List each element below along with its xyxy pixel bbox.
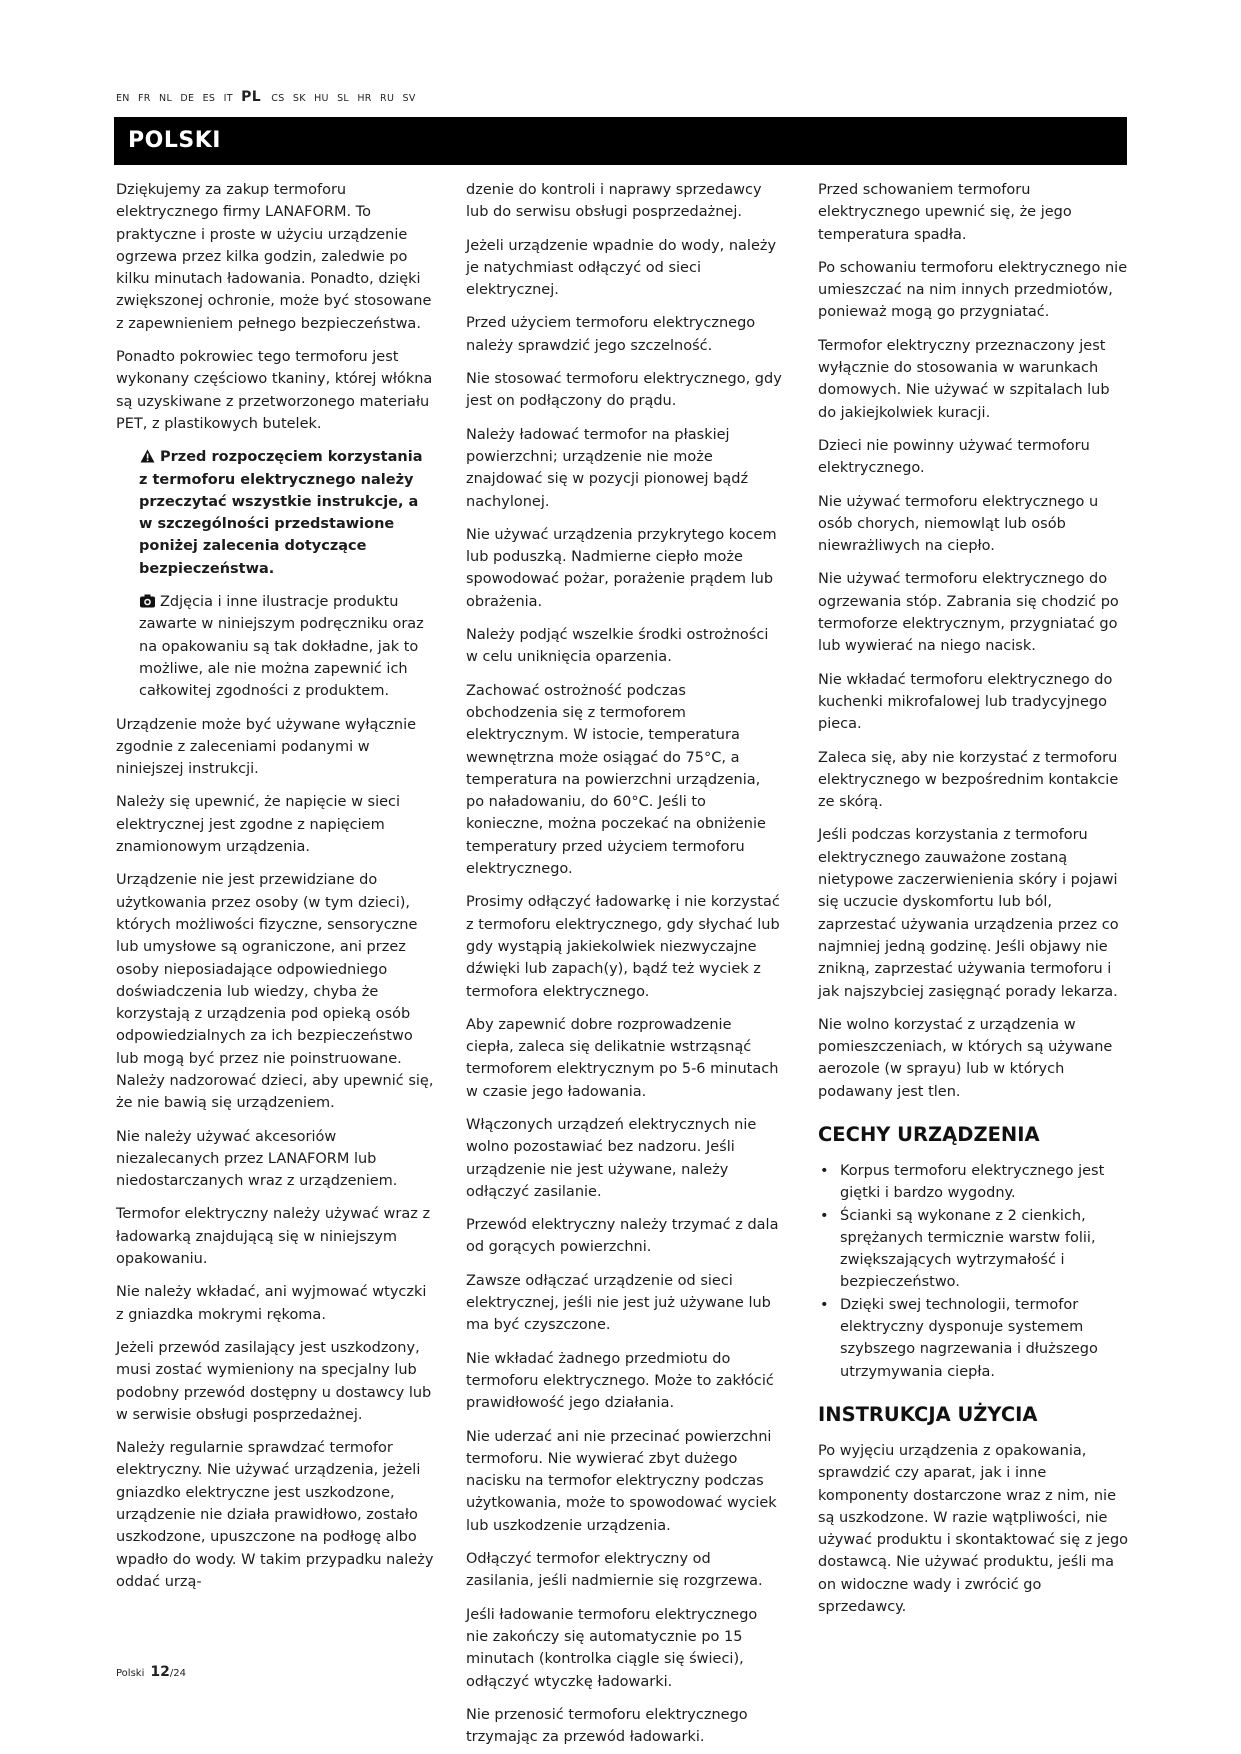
paragraph: Termofor elektryczny należy używać wraz z ładowarką znajdującą się w niniejszym opakowaniu. — [116, 1206, 431, 1268]
paragraph: Po wyjęciu urządzenia z opakowania, sprawdzić czy aparat, jak i inne komponenty dostarczone wraz z nim, nie są uszkodzone. W razie wątpliwości, nie używać produktu i skontaktować się z jego dostawcą. Nie używać produktu, jeśli ma on widoczne wady i zwrócić go sprzedawcy. — [818, 1442, 1129, 1616]
page-footer — [116, 1664, 186, 1680]
paragraph: Jeśli podczas korzystania z termoforu elektrycznego zauważone zostaną nietypowe zaczerwienienia skóry i pojawi się uczucie dyskomfortu lub ból, zaprzestać używania urządzenia przez co najmniej jedną godzinę. Jeśli objawy nie znikną, zaprzestać używania termoforu i jak najszybciej zasięgnąć porady lekarza. — [818, 827, 1119, 1000]
lang-hu[interactable]: HU — [314, 93, 329, 104]
features-heading: CECHY URZĄDZENIA — [818, 1122, 1040, 1146]
safety-warning — [139, 446, 434, 580]
paragraph: Odłączyć termofor elektryczny od zasilania, jeśli nadmiernie się rozgrzewa. — [466, 1551, 763, 1590]
paragraph: Przewód elektryczny należy trzymać z dala od gorących powierzchni. — [466, 1217, 779, 1256]
paragraph: Dziękujemy za zakup termoforu elektrycznego firmy LANAFORM. To praktyczne i proste w użyciu urządzenie ogrzewa przez kilka godzin, zaledwie po kilku minutach ładowania. Ponadto, dzięki zwiększonej ochronie, może być stosowane z zapewnieniem pełnego bezpieczeństwa. — [116, 182, 432, 332]
paragraph: Nie uderzać ani nie przecinać powierzchni termoforu. Nie wywierać zbyt dużego nacisku na termofor elektryczny podczas użytkowania, może to spowodować wyciek lub uszkodzenie urządzenia. — [466, 1428, 777, 1534]
paragraph: Nie używać termoforu elektrycznego do ogrzewania stóp. Zabrania się chodzić po termoforze elektrycznym, przygniatać go lub wywierać na niego nacisk. — [818, 571, 1119, 655]
paragraph: Przed schowaniem termoforu elektrycznego upewnić się, że jego temperatura spadła. — [818, 182, 1072, 243]
list-item: • Korpus termoforu elektrycznego jest giętki i bardzo wygodny. — [818, 1160, 1132, 1205]
lang-nl[interactable]: NL — [159, 93, 173, 104]
paragraph: Należy regularnie sprawdzać termofor elektryczny. Nie używać urządzenia, jeżeli gniazdko elektryczne jest uszkodzone, urządzenie nie działa prawidłowo, zostało uszkodzone, upuszczone na podłogę albo wpadło do wody. W takim przypadku należy oddać urzą- — [116, 1440, 434, 1590]
paragraph: Zachować ostrożność podczas obchodzenia się z termoforem elektrycznym. W istocie, temperatura wewnętrzna może osiągać do 75°C, a temperatura na powierzchni urządzenia, po naładowaniu, do 60°C. Jeśli to konieczne, można poczekać na obniżenie temperatury przed użyciem termoforu elektrycznego. — [466, 682, 766, 878]
paragraph: Nie używać termoforu elektrycznego u osób chorych, niemowląt lub osób niewrażliwych na ciepło. — [818, 493, 1099, 555]
paragraph: Po schowaniu termoforu elektrycznego nie umieszczać na nim innych przedmiotów, ponieważ mogą go przygniatać. — [818, 259, 1128, 321]
note-text: Zdjęcia i inne ilustracje produktu zawarte w niniejszym podręczniku oraz na opakowaniu są tak dokładne, jak to możliwe, ale nie można zapewnić ich całkowitej zgodności z produktem. — [139, 594, 424, 700]
paragraph: Przed użyciem termoforu elektrycznego należy sprawdzić jego szczelność. — [466, 315, 756, 354]
paragraph: Nie używać urządzenia przykrytego kocem lub poduszką. Nadmierne ciepło może spowodować pożar, porażenie prądem lub obrażenia. — [466, 526, 777, 610]
paragraph: Urządzenie nie jest przewidziane do użytkowania przez osoby (w tym dzieci), których możliwości fizyczne, sensoryczne lub umysłowe są ograniczone, ani przez osoby nieposiadające odpowiedniego doświadczenia lub wiedzy, chyba że korzystają z urządzenia pod opieką osób odpowiedzialnych za ich bezpieczeństwo lub mogą być przez nie poinstruowane. Należy nadzorować dzieci, aby upewnić się, że nie bawią się urządzeniem. — [116, 872, 434, 1112]
lang-it[interactable]: IT — [223, 93, 233, 104]
paragraph: Nie należy używać akcesoriów niezalecanych przez LANAFORM lub niedostarczanych wraz z urządzeniem. — [116, 1128, 398, 1190]
paragraph: dzenie do kontroli i naprawy sprzedawcy lub do serwisu obsługi posprzedażnej. — [466, 182, 762, 221]
list-item: • Ścianki są wykonane z 2 cienkich, sprężanych termicznie warstw folii, zwiększających wytrzymałość i bezpieczeństwo. — [818, 1205, 1132, 1294]
list-item: • Dzięki swej technologii, termofor elektryczny dysponuje systemem szybszego nagrzewania i dłuższego utrzymywania ciepła. — [818, 1294, 1132, 1383]
lang-sl[interactable]: SL — [337, 93, 350, 104]
paragraph: Nie wkładać żadnego przedmiotu do termoforu elektrycznego. Może to zakłócić prawidłowość jego działania. — [466, 1350, 774, 1412]
paragraph: Dzieci nie powinny używać termoforu elektrycznego. — [818, 437, 1090, 477]
paragraph: Urządzenie może być używane wyłącznie zgodnie z zaleceniami podanymi w niniejszej instrukcji. — [116, 716, 417, 778]
warning-text: Przed rozpoczęciem korzystania z termoforu elektrycznego należy przeczytać wszystkie instrukcje, a w szczególności przedstawione poniżej zalecenia dotyczące bezpieczeństwa. — [139, 449, 423, 577]
page-total: /24 — [169, 1668, 186, 1679]
paragraph: Włączonych urządzeń elektrycznych nie wolno pozostawiać bez nadzoru. Jeśli urządzenie nie jest używane, należy odłączyć zasilanie. — [466, 1116, 757, 1200]
paragraph: Zawsze odłączać urządzenie od sieci elektrycznej, jeśli nie jest już używane lub ma być czyszczone. — [466, 1272, 771, 1334]
paragraph: Należy się upewnić, że napięcie w sieci elektrycznej jest zgodne z napięciem znamionowym urządzenia. — [116, 794, 401, 856]
paragraph: Należy podjąć wszelkie środki ostrożności w celu uniknięcia oparzenia. — [466, 627, 769, 666]
lang-ru[interactable]: RU — [380, 93, 395, 104]
paragraph: Jeśli ładowanie termoforu elektrycznego nie zakończy się automatycznie po 15 minutach (kontrolka ciągle się świeci), odłączyć wtyczkę ładowarki. — [466, 1606, 758, 1690]
paragraph: Należy ładować termofor na płaskiej powierzchni; urządzenie nie może znajdować się w pozycji pionowej bądź nachylonej. — [466, 426, 749, 510]
paragraph: Prosimy odłączyć ładowarkę i nie korzystać z termoforu elektrycznego, gdy słychać lub gdy wystąpią jakiekolwiek niezwyczajne dźwięki lub zapach(y), bądź też wyciek z termofora elektrycznego. — [466, 894, 780, 1000]
paragraph: Nie wkładać termoforu elektrycznego do kuchenki mikrofalowej lub tradycyjnego pieca. — [818, 671, 1113, 733]
warning-icon — [139, 449, 156, 463]
section-title-band — [114, 117, 1127, 165]
column-2 — [466, 179, 782, 1754]
footer-label: Polski — [116, 1668, 145, 1679]
paragraph: Nie należy wkładać, ani wyjmować wtyczki z gniazdka mokrymi rękoma. — [116, 1284, 427, 1323]
features-list — [818, 1160, 1132, 1383]
paragraph: Nie przenosić termoforu elektrycznego trzymając za przewód ładowarki. — [466, 1706, 748, 1746]
paragraph: Nie stosować termoforu elektrycznego, gdy jest on podłączony do prądu. — [466, 371, 782, 410]
lang-pl-active[interactable]: PL — [241, 89, 261, 105]
lang-cs[interactable]: CS — [271, 93, 285, 104]
paragraph: Zaleca się, aby nie korzystać z termoforu elektrycznego w bezpośrednim kontakcie ze skórą. — [818, 749, 1119, 811]
paragraph: Jeżeli urządzenie wpadnie do wody, należy je natychmiast odłączyć od sieci elektrycznej. — [466, 237, 777, 299]
lang-fr[interactable]: FR — [138, 93, 151, 104]
paragraph: Nie wolno korzystać z urządzenia w pomieszczeniach, w których są używane aerozole (w sprayu) lub w których podawany jest tlen. — [818, 1016, 1113, 1100]
paragraph: Ponadto pokrowiec tego termoforu jest wykonany częściowo tkaniny, której włókna są uzyskiwane z przetworzonego materiału PET, z plastikowych butelek. — [116, 349, 433, 432]
lang-es[interactable]: ES — [202, 93, 216, 104]
paragraph: Aby zapewnić dobre rozprowadzenie ciepła, zaleca się delikatnie wstrząsnąć termoforem elektrycznym po 5-6 minutach w czasie jego ładowania. — [466, 1016, 779, 1100]
page-title: POLSKI — [128, 128, 221, 153]
lang-sv[interactable]: SV — [402, 93, 416, 104]
lang-en[interactable]: EN — [116, 93, 130, 104]
language-bar — [116, 89, 421, 105]
column-3 — [818, 179, 1132, 1629]
paragraph: Termofor elektryczny przeznaczony jest wyłącznie do stosowania w warunkach domowych. Nie używać w szpitalach lub do jakiejkolwiek kuracji. — [818, 337, 1110, 421]
usage-heading: INSTRUKCJA UŻYCIA — [818, 1402, 1038, 1426]
camera-icon — [139, 594, 156, 608]
photo-note — [139, 591, 434, 702]
paragraph: Jeżeli przewód zasilający jest uszkodzony, musi zostać wymieniony na specjalny lub podobny przewód dostępny u dostawcy lub w serwisie obsługi posprzedażnej. — [116, 1339, 432, 1423]
lang-hr[interactable]: HR — [357, 93, 372, 104]
lang-sk[interactable]: SK — [292, 93, 306, 104]
column-1 — [116, 179, 434, 1604]
lang-de[interactable]: DE — [180, 93, 195, 104]
page-number: 12 — [150, 1664, 170, 1680]
